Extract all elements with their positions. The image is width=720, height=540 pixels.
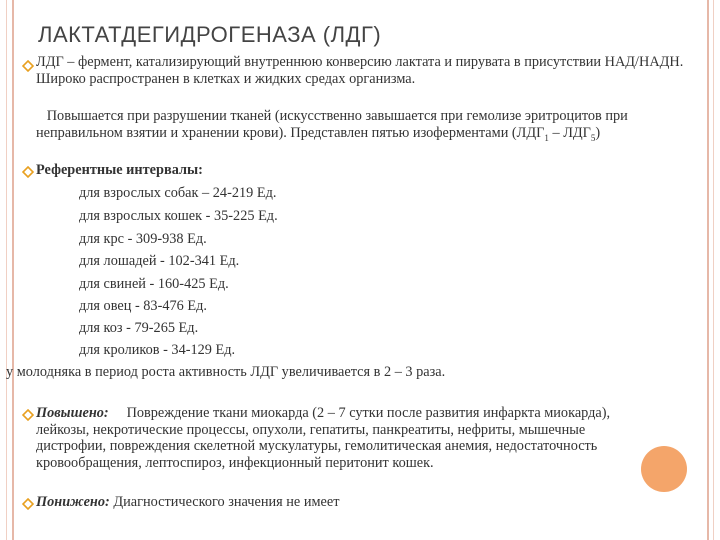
diamond-bullet-icon xyxy=(22,498,34,510)
frame-line-right-outer xyxy=(713,0,714,540)
young-note: у молодняка в период роста активность ЛДГ увеличивается в 2 – 3 раза. xyxy=(6,364,446,380)
reference-item: для овец - 83-476 Ед. xyxy=(79,298,207,314)
frame-line-left-outer xyxy=(6,0,7,540)
reference-item: для крс - 309-938 Ед. xyxy=(79,231,207,247)
diamond-bullet-icon xyxy=(22,409,34,421)
reference-item: для кроликов - 34-129 Ед. xyxy=(79,342,236,358)
elevated-text: Повреждение ткани миокарда (2 – 7 сутки после развития инфаркта миокарда), лейкозы, некротические процессы, опухоли, гепатиты, панкреатиты, нефриты, мышечные дистрофии, повреждения скелетной мускулатуры, гемолитическая анемия, недостаточность кровообращения, лептоспироз, инфекционный перитонит кошек. xyxy=(36,405,611,471)
elevated-label: Повышено: xyxy=(36,405,109,421)
increase-note-text: Повышается при разрушении тканей (искусственно завышается при гемолизе эритроцитов при неправильном взятии и хранении крови). Представлен пятью изоферментами (ЛДГ xyxy=(36,108,628,141)
frame-line-right xyxy=(707,0,709,540)
reference-item: для лошадей - 102-341 Ед. xyxy=(79,253,240,269)
decreased-text: Диагностического значения не имеет xyxy=(113,494,340,510)
reference-item: для взрослых кошек - 35-225 Ед. xyxy=(79,208,278,224)
reference-item: для коз - 79-265 Ед. xyxy=(79,320,199,336)
elevated-paragraph xyxy=(36,405,636,471)
frame-line-left xyxy=(12,0,14,540)
increase-note-mid: – ЛДГ xyxy=(548,124,591,141)
reference-item: для свиней - 160-425 Ед. xyxy=(79,276,229,292)
diamond-bullet-icon xyxy=(22,60,34,72)
decreased-label: Понижено: xyxy=(36,494,110,510)
slide-title: ЛАКТАТДЕГИДРОГЕНАЗА (ЛДГ) xyxy=(38,22,382,47)
increase-note-sub5: 5 xyxy=(590,132,596,143)
decreased-paragraph xyxy=(36,494,339,511)
increase-note-paragraph xyxy=(36,108,696,146)
increase-note-end: ) xyxy=(595,124,601,141)
diamond-bullet-icon xyxy=(22,166,34,178)
reference-item: для взрослых собак – 24-219 Ед. xyxy=(79,185,277,201)
increase-note-sub1: 1 xyxy=(544,132,549,143)
decorative-circle xyxy=(641,446,687,492)
reference-heading: Референтные интервалы: xyxy=(36,162,203,178)
intro-paragraph: ЛДГ – фермент, катализирующий внутреннюю конверсию лактата и пирувата в присутствии НАД/НАДН. Широко распространен в клетках и жидких средах организма. xyxy=(36,54,684,87)
